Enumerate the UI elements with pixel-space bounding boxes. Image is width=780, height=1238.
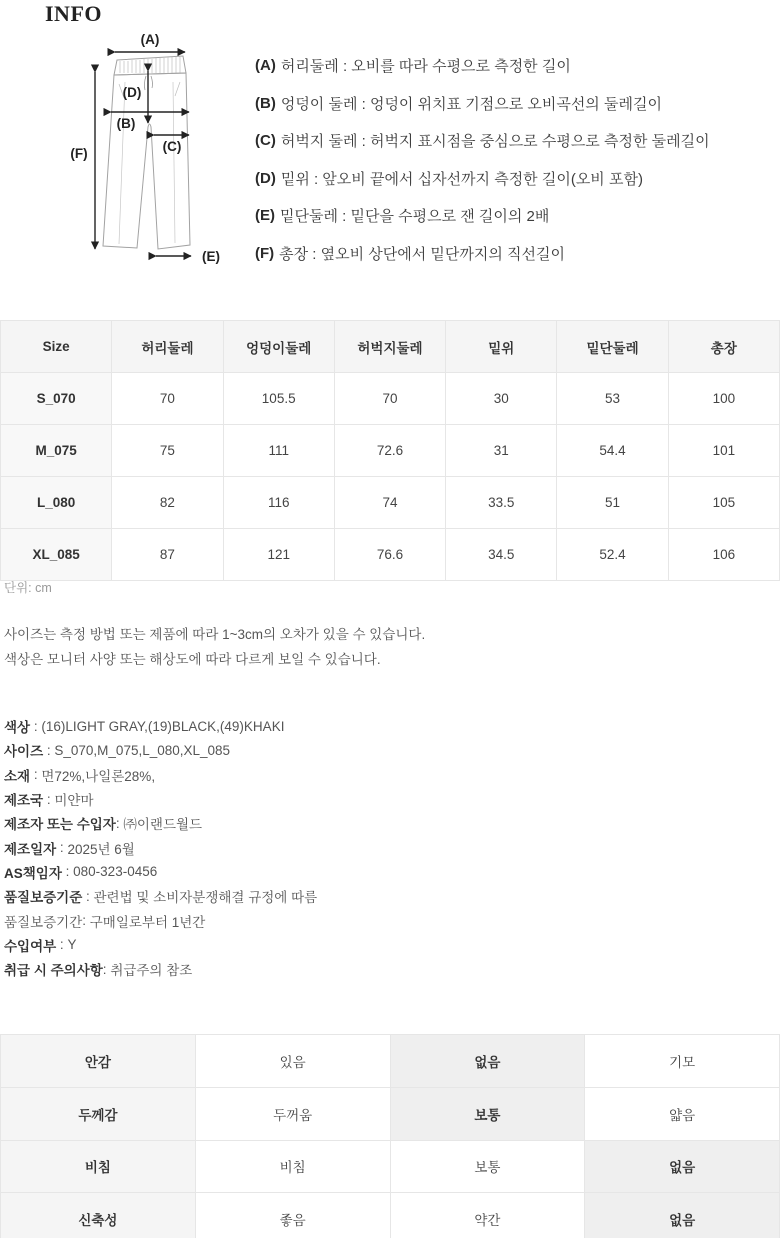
guide-line-d (255, 160, 775, 198)
product-info-line-care (4, 957, 317, 981)
size-name-cell: S_070 (1, 373, 112, 425)
product-info-line-manufacturer (4, 811, 317, 835)
guide-text: 밑위 : 앞오비 끝에서 십자선까지 측정한 길이(오비 포함) (280, 170, 643, 188)
guide-text: 허리둘레 : 오비를 따라 수평으로 측정한 길이 (280, 58, 571, 76)
size-table-row (1, 373, 780, 425)
product-info-line-country (4, 787, 317, 811)
product-info-label: 품질보증기준 (4, 890, 83, 906)
guide-line-f (255, 235, 775, 273)
attr-option-cell: 좋음 (195, 1193, 390, 1238)
size-value-cell: 33.5 (446, 477, 557, 529)
size-value-cell: 116 (223, 477, 334, 529)
size-table-header-length: 총장 (668, 321, 779, 373)
guide-line-c (255, 122, 775, 160)
size-value-cell: 72.6 (334, 425, 445, 477)
guide-text: 허벅지 둘레 : 허벅지 표시점을 중심으로 수평으로 측정한 둘레길이 (280, 133, 710, 151)
size-table-header-hem: 밑단둘레 (557, 321, 668, 373)
guide-key: (B) (255, 94, 276, 112)
size-value-cell: 111 (223, 425, 334, 477)
attr-option-cell: 있음 (195, 1035, 390, 1088)
size-value-cell: 76.6 (334, 529, 445, 581)
size-table-header-size: Size (1, 321, 112, 373)
product-info-label: 사이즈 (4, 744, 44, 760)
product-info-line-size (4, 738, 317, 762)
size-table-row (1, 477, 780, 529)
product-info-value: ㈜이랜드월드 (123, 817, 203, 833)
product-info-separator: : (82, 913, 90, 929)
product-info-line-warranty-standard (4, 884, 317, 908)
product-info-line-color (4, 714, 317, 738)
size-table-header-thigh: 허벅지둘레 (334, 321, 445, 373)
guide-text: 엉덩이 둘레 : 엉덩이 위치표 기점으로 오비곡선의 둘레길이 (280, 95, 662, 113)
product-info-value: 취급주의 참조 (110, 963, 193, 979)
size-table-header-rise: 밑위 (446, 321, 557, 373)
size-name-cell: M_075 (1, 425, 112, 477)
product-info-separator: : (56, 840, 68, 856)
product-info-value: S_070,M_075,L_080,XL_085 (54, 742, 231, 758)
product-info-separator: : (115, 815, 124, 831)
product-info-value: 구매일로부터 1년간 (89, 914, 206, 930)
product-info-label: 제조국 (4, 793, 44, 809)
size-value-cell: 53 (557, 373, 668, 425)
size-table (0, 320, 780, 581)
product-info-label: 수입여부 (4, 938, 57, 954)
guide-line-b (255, 85, 775, 123)
diagram-label-c: (C) (162, 139, 182, 154)
product-info-value: 면72%,나일론28%, (41, 768, 156, 784)
note-line: 사이즈는 측정 방법 또는 제품에 따라 1~3cm의 오차가 있을 수 있습니다. (4, 626, 426, 642)
product-info-line-warranty-period (4, 908, 317, 932)
guide-line-a (255, 47, 775, 85)
page-title: INFO (45, 1, 102, 26)
attr-row-label: 두께감 (1, 1087, 196, 1140)
size-value-cell: 105 (668, 477, 779, 529)
attr-option-cell: 약간 (390, 1193, 585, 1238)
attr-option-cell: 두꺼움 (195, 1087, 390, 1140)
note-line: 색상은 모니터 사양 또는 해상도에 따라 다르게 보일 수 있습니다. (4, 652, 381, 668)
size-value-cell: 34.5 (446, 529, 557, 581)
size-value-cell: 101 (668, 425, 779, 477)
product-info-label: 색상 (4, 720, 31, 736)
diagram-label-b: (B) (116, 116, 136, 131)
caveat-notes (4, 620, 425, 671)
size-value-cell: 121 (223, 529, 334, 581)
size-value-cell: 51 (557, 477, 668, 529)
product-info-line-material (4, 763, 317, 787)
attr-option-cell: 비침 (195, 1140, 390, 1193)
attr-option-cell: 보통 (390, 1140, 585, 1193)
pants-diagram-svg (62, 30, 247, 270)
guide-text: 밑단둘레 : 밑단을 수평으로 잰 길이의 2배 (280, 208, 550, 226)
product-info-line-imported (4, 933, 317, 957)
attr-row-label: 안감 (1, 1035, 196, 1088)
size-name-cell: XL_085 (1, 529, 112, 581)
product-info-label: 제조자 또는 수입자 (4, 817, 116, 833)
product-info-label: 소재 (4, 768, 31, 784)
size-table-header-row (1, 321, 780, 373)
product-info-label: 제조일자 (4, 841, 57, 857)
attr-row-stretch (1, 1193, 780, 1238)
size-value-cell: 70 (112, 373, 223, 425)
attribute-table (0, 1034, 780, 1238)
attr-row-thickness (1, 1087, 780, 1140)
guide-text: 총장 : 옆오비 상단에서 밑단까지의 직선길이 (279, 245, 565, 263)
product-info-separator: : (61, 864, 74, 880)
product-info-separator: : (102, 961, 111, 977)
size-value-cell: 74 (334, 477, 445, 529)
product-info-separator: : (43, 742, 55, 758)
size-value-cell: 52.4 (557, 529, 668, 581)
product-info-separator: : (30, 767, 42, 783)
attr-option-cell: 없음 (585, 1140, 780, 1193)
product-info-label: 취급 시 주의사항 (4, 963, 103, 979)
size-value-cell: 82 (112, 477, 223, 529)
diagram-label-f: (F) (70, 146, 88, 161)
product-info-separator: : (82, 888, 94, 904)
guide-key: (A) (255, 57, 276, 75)
pants-measurement-diagram (62, 30, 247, 270)
size-value-cell: 54.4 (557, 425, 668, 477)
product-info-value: 관련법 및 소비자분쟁해결 규정에 따름 (93, 890, 318, 906)
attr-row-label: 비침 (1, 1140, 196, 1193)
unit-note: 단위: cm (4, 581, 52, 595)
product-details (4, 714, 317, 981)
attr-row-sheerness (1, 1140, 780, 1193)
guide-key: (D) (255, 169, 276, 187)
guide-key: (C) (255, 132, 276, 150)
attr-option-cell: 기모 (585, 1035, 780, 1088)
product-info-line-as (4, 860, 317, 884)
size-value-cell: 31 (446, 425, 557, 477)
diagram-label-e: (E) (202, 249, 220, 264)
size-name-cell: L_080 (1, 477, 112, 529)
size-table-row (1, 425, 780, 477)
size-value-cell: 30 (446, 373, 557, 425)
size-value-cell: 70 (334, 373, 445, 425)
product-info-value: (16)LIGHT GRAY,(19)BLACK,(49)KHAKI (41, 718, 285, 734)
size-value-cell: 105.5 (223, 373, 334, 425)
attr-option-cell: 없음 (390, 1035, 585, 1088)
diagram-label-a: (A) (140, 32, 160, 47)
size-value-cell: 100 (668, 373, 779, 425)
attr-option-cell: 얇음 (585, 1087, 780, 1140)
guide-key: (F) (255, 244, 275, 262)
product-info-value: 2025년 6월 (67, 841, 135, 857)
size-value-cell: 75 (112, 425, 223, 477)
product-info-label: 품질보증기간 (4, 914, 83, 930)
size-table-header-waist: 허리둘레 (112, 321, 223, 373)
size-table-header-hip: 엉덩이둘레 (223, 321, 334, 373)
size-table-row (1, 529, 780, 581)
product-info-separator: : (43, 791, 55, 807)
guide-line-e (255, 197, 775, 235)
product-info-separator: : (56, 937, 68, 953)
attr-option-cell: 보통 (390, 1087, 585, 1140)
diagram-label-d: (D) (122, 85, 142, 100)
guide-key: (E) (255, 207, 275, 225)
measurement-guide (255, 47, 775, 272)
product-info-label: AS책임자 (4, 865, 62, 881)
product-info-line-date (4, 835, 317, 859)
attr-row-label: 신축성 (1, 1193, 196, 1238)
product-info-value: 080-323-0456 (73, 864, 158, 880)
size-value-cell: 87 (112, 529, 223, 581)
product-info-value: Y (67, 937, 77, 953)
product-info-separator: : (30, 718, 42, 734)
attr-row-lining (1, 1035, 780, 1088)
size-value-cell: 106 (668, 529, 779, 581)
product-info-value: 미얀마 (54, 793, 94, 809)
attr-option-cell: 없음 (585, 1193, 780, 1238)
